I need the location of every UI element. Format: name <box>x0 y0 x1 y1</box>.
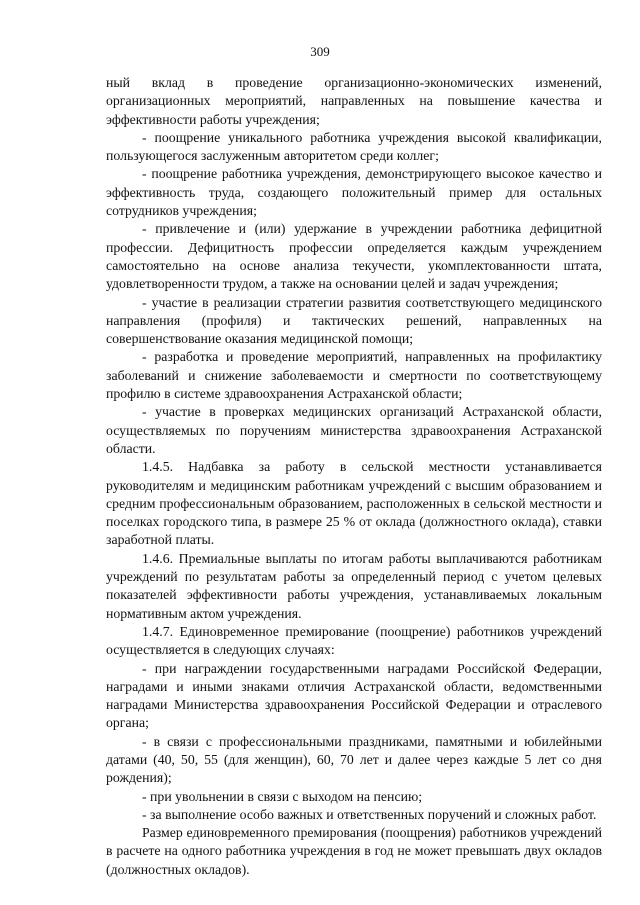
paragraph-inspections: - участие в проверках медицинских организаций Астраханской области, осуществляемых по поручениям министерства здравоохранения Астраханской области. <box>106 404 602 456</box>
paragraph-bonus-limit: Размер единовременного премирования (поощрения) работников учреждений в расчете на одного работника учреждения в год не может превышать двух окладов (должностных окладов). <box>106 825 602 877</box>
paragraph-strategy-participation: - участие в реализации стратегии развития соответствующего медицинского направления (профиля) и тактических решений, направленных на совершенствование оказания медицинской помощи; <box>106 294 602 347</box>
paragraph-retirement: - при увольнении в связи с выходом на пенсию; <box>142 788 423 804</box>
paragraph-bonus-quality-worker: - поощрение работника учреждения, демонстрирующего высокое качество и эффективность труда, создающего положительный пример для остальных сотрудников учреждения; <box>106 166 602 219</box>
paragraph-deficit-profession: - привлечение и (или) удержание в учреждении работника дефицитной профессии. Дефицитность профессии определяется каждым учреждением самостоятельно на основе анализа текучести, укомплектованности штата, удовлетворенности трудом, а также на основании целей и задач учреждения; <box>106 221 602 292</box>
paragraph-state-awards: - при награждении государственными наградами Российской Федерации, наградами и иными знаками отличия Астраханской области, ведомственными наградами Министерства здравоохранения Российской Федерации и отраслевого органа; <box>106 660 602 731</box>
paragraph-prevention-measures: - разработка и проведение мероприятий, направленных на профилактику заболеваний и снижение заболеваемости и смертности по соответствующему профилю в системе здравоохранения Астраханской области; <box>106 349 602 402</box>
document-body <box>106 74 602 879</box>
page-number: 309 <box>310 44 330 59</box>
paragraph-1-4-5: 1.4.5. Надбавка за работу в сельской местности устанавливается руководителям и медицинским работникам учреждений с высшим образованием и средним профессиональным образованием, расположенных в сельской местности и поселках городского типа, в размере 25 % от оклада (должностного оклада), ставки заработной платы. <box>106 459 602 548</box>
paragraph-continuation: ный вклад в проведение организационно-экономических изменений, организационных мероприятий, направленных на повышение качества и эффективности работы учреждения; <box>106 75 602 127</box>
paragraph-holidays-anniversaries: - в связи с профессиональными праздниками, памятными и юбилейными датами (40, 50, 55 (для женщин), 60, 70 лет и далее через каждые 5 лет со дня рождения); <box>106 733 602 786</box>
paragraph-1-4-7: 1.4.7. Единовременное премирование (поощрение) работников учреждений осуществляется в следующих случаях: <box>106 623 602 658</box>
paragraph-important-tasks: - за выполнение особо важных и ответственных поручений и сложных работ. <box>142 806 597 822</box>
paragraph-1-4-6: 1.4.6. Премиальные выплаты по итогам работы выплачиваются работникам учреждений по результатам работы за определенный период с учетом целевых показателей эффективности работы учреждения, устанавливаемых локальным нормативным актом учреждения. <box>106 550 602 621</box>
paragraph-bonus-unique-worker: - поощрение уникального работника учреждения высокой квалификации, пользующегося заслуженным авторитетом среди коллег; <box>106 129 602 164</box>
